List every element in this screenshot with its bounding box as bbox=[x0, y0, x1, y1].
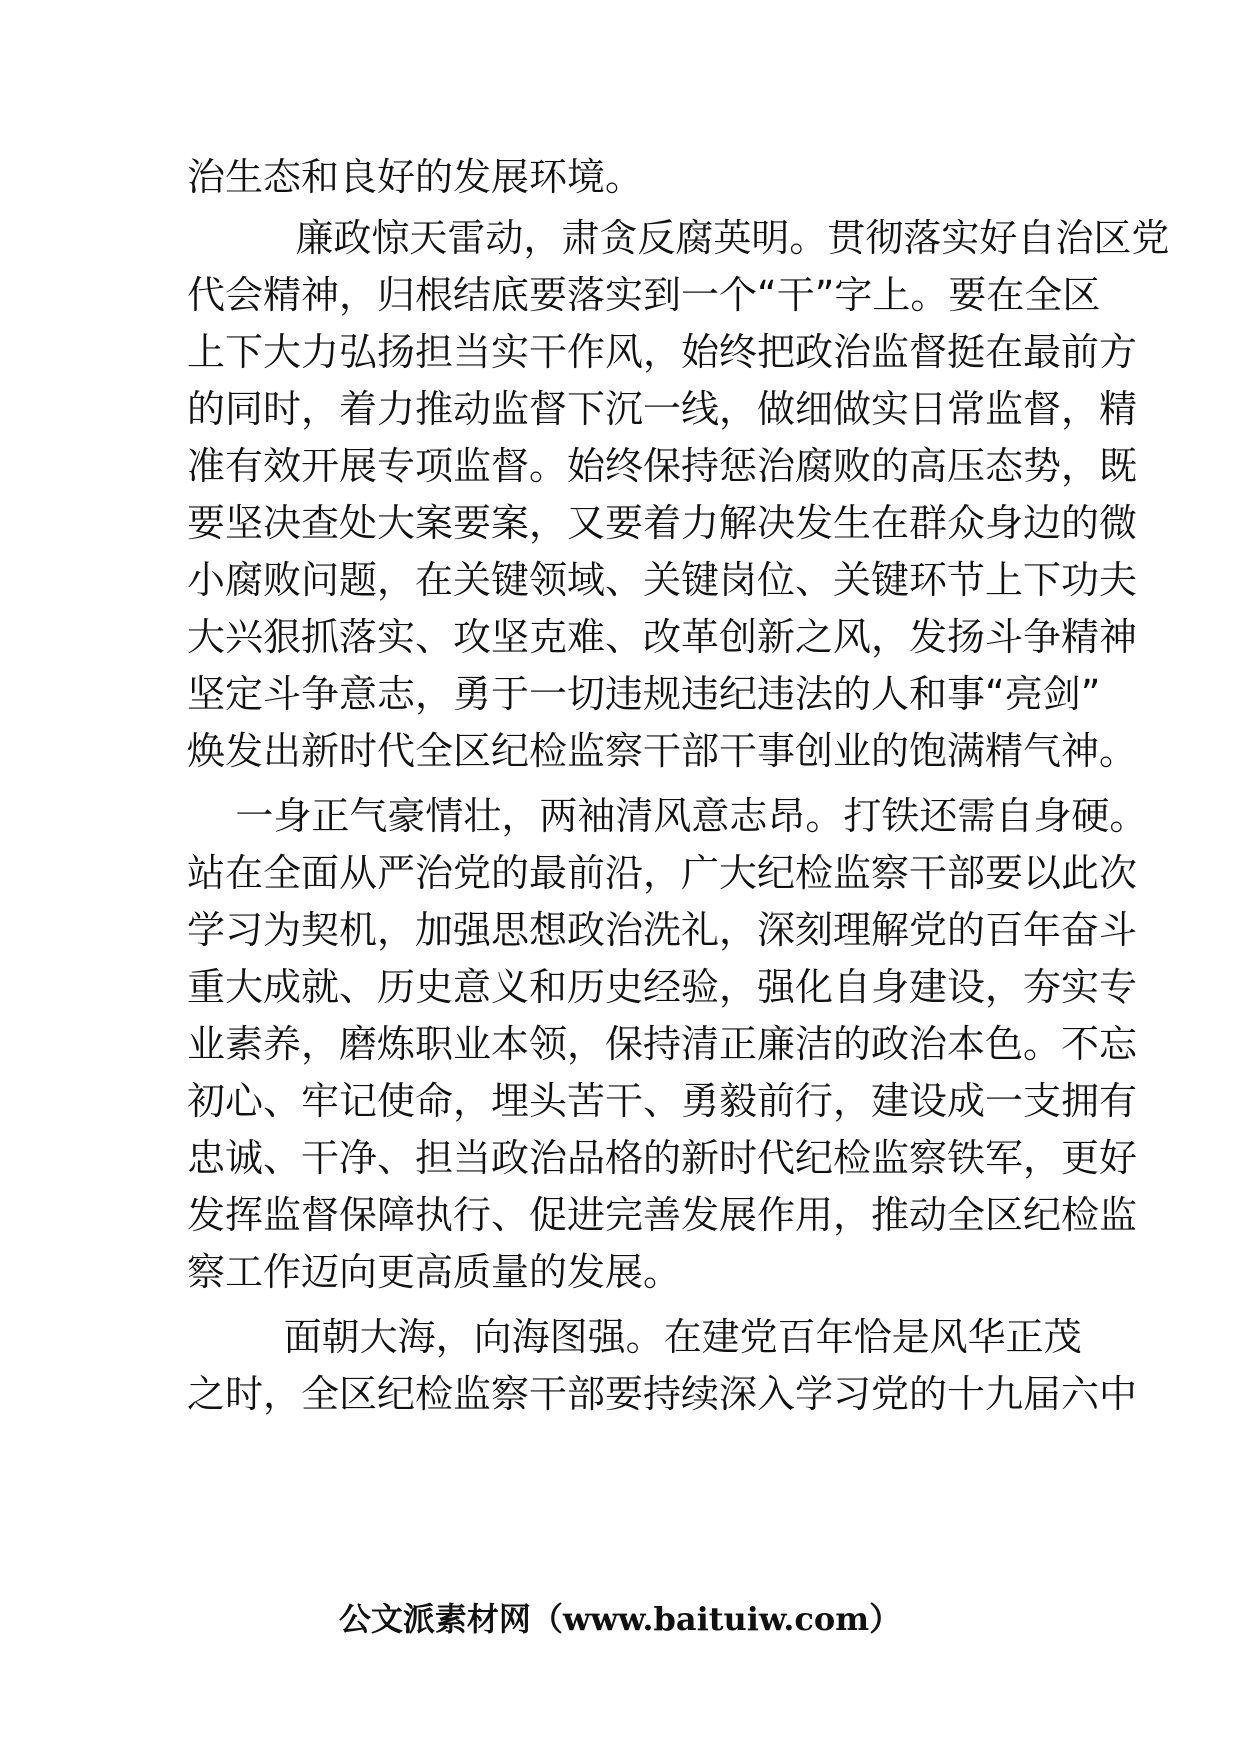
text-line: 之时，全区纪检监察干部要持续深入学习党的十九届六中 bbox=[187, 1372, 1138, 1416]
text-line: 业素养，磨炼职业本领，保持清正廉洁的政治本色。不忘 bbox=[187, 1022, 1138, 1066]
text-line: 大兴狠抓落实、攻坚克难、改革创新之风，发扬斗争精神 bbox=[187, 615, 1138, 659]
text-line bbox=[187, 206, 1170, 270]
text-line: 一身正气豪情壮，两袖清风意志昂。打铁还需自身硬。 bbox=[187, 794, 1148, 838]
text-line: 上下大力弘扬担当实干作风，始终把政治监督挺在最前方 bbox=[187, 330, 1138, 374]
text-line: 初心、牢记使命，埋头苦干、勇毅前行，建设成一支拥有 bbox=[187, 1079, 1138, 1123]
text-line: 要坚决查处大案要案，又要着力解决发生在群众身边的微 bbox=[187, 501, 1138, 545]
footer-watermark: 公文派素材网（www.baituiw.com） bbox=[338, 1600, 902, 1638]
text-line: 忠诚、干净、担当政治品格的新时代纪检监察铁军，更好 bbox=[187, 1136, 1138, 1180]
text-line: 代会精神，归根结底要落实到一个“干”字上。要在全区 bbox=[187, 273, 1101, 317]
text-line: 察工作迈向更高质量的发展。 bbox=[187, 1250, 682, 1294]
text-line: 学习为契机，加强思想政治洗礼，深刻理解党的百年奋斗 bbox=[187, 908, 1138, 952]
text-line: 坚定斗争意志，勇于一切违规违纪违法的人和事“亮剑” bbox=[187, 672, 1101, 716]
text-line: 小腐败问题，在关键领域、关键岗位、关键环节上下功夫 bbox=[187, 558, 1138, 602]
text-line: 的同时，着力推动监督下沉一线，做细做实日常监督，精 bbox=[187, 387, 1138, 431]
text-line: 面朝大海，向海图强。在建党百年恰是风华正茂 bbox=[187, 1315, 1082, 1359]
text-line: 站在全面从严治党的最前沿，广大纪检监察干部要以此次 bbox=[187, 851, 1138, 895]
text-line: 焕发出新时代全区纪检监察干部干事创业的饱满精气神。 bbox=[187, 729, 1138, 773]
text-line-content: 廉政惊天雷动，肃贪反腐英明。贯彻落实好自治区党 bbox=[247, 216, 1170, 260]
text-line: 重大成就、历史意义和历史经验，强化自身建设，夯实专 bbox=[187, 965, 1138, 1009]
text-line: 治生态和良好的发展环境。 bbox=[187, 155, 644, 199]
text-line: 发挥监督保障执行、促进完善发展作用，推动全区纪检监 bbox=[187, 1193, 1138, 1237]
text-line: 准有效开展专项监督。始终保持惩治腐败的高压态势，既 bbox=[187, 444, 1138, 488]
